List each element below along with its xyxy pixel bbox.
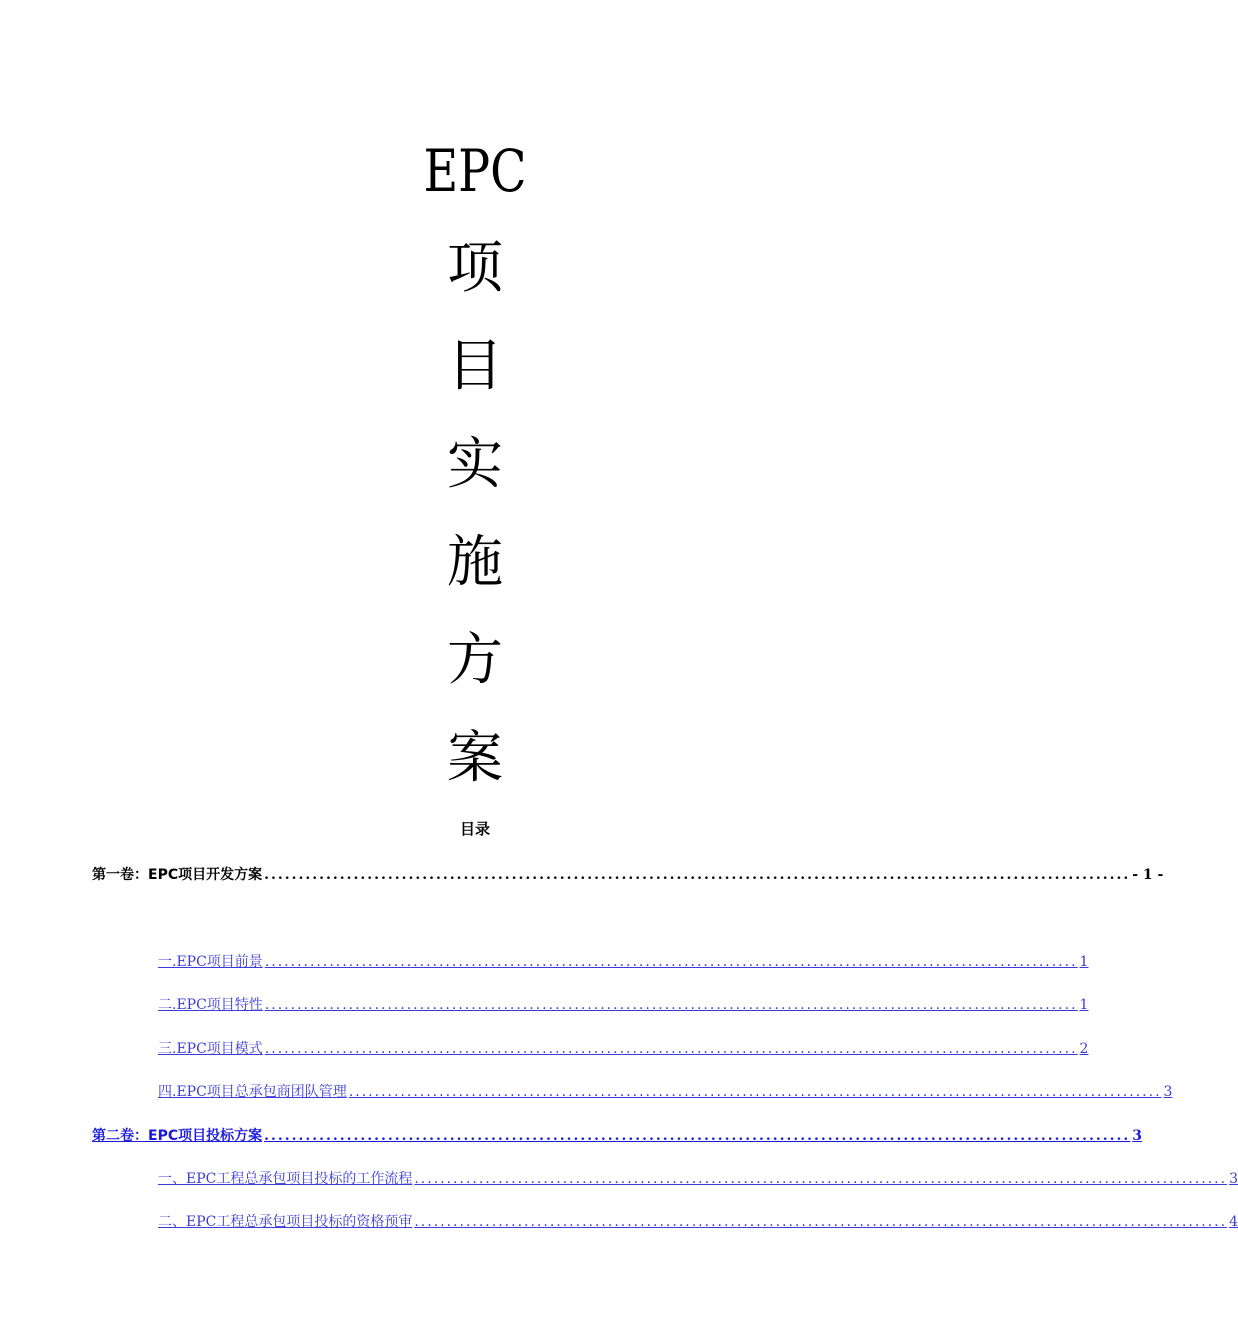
toc-heading: 目录 xyxy=(459,820,490,838)
toc-leader: .............................................................................................................................. xyxy=(414,1214,1228,1230)
toc-entry-page: 3 xyxy=(1132,1128,1142,1144)
title-line-xiang: 项 xyxy=(447,236,503,301)
toc-entry-label: 第一卷：EPC项目开发方案 xyxy=(92,867,263,883)
toc-leader: .............................................................................................................................. xyxy=(348,1084,1162,1100)
toc-entry-page: 3 xyxy=(1163,1084,1173,1100)
toc-entry-1-3[interactable] xyxy=(158,1038,1089,1058)
title-line-shi: 实 xyxy=(447,432,503,497)
toc-leader: .............................................................................................................................. xyxy=(264,867,1131,883)
toc-leader: .............................................................................................................................. xyxy=(264,954,1078,970)
title-line-shi2: 施 xyxy=(447,530,503,595)
toc-entry-label: 三.EPC项目模式 xyxy=(158,1041,263,1057)
title-line-epc: EPC xyxy=(423,137,527,205)
document-title xyxy=(0,122,950,808)
toc-leader: .............................................................................................................................. xyxy=(264,1041,1078,1057)
title-line-mu: 目 xyxy=(447,334,503,399)
toc-leader: .............................................................................................................................. xyxy=(414,1171,1228,1187)
toc-entry-page: 4 xyxy=(1229,1214,1238,1230)
toc-entry-label: 二.EPC项目特性 xyxy=(158,997,263,1013)
toc-entry-page: - 1 - xyxy=(1132,867,1164,883)
toc-entry-volume-2[interactable] xyxy=(92,1125,1142,1145)
title-line-an: 案 xyxy=(447,726,503,791)
toc-leader: .............................................................................................................................. xyxy=(264,997,1078,1013)
toc-entry-label: 四.EPC项目总承包商团队管理 xyxy=(158,1084,347,1100)
toc-entry-label: 一.EPC项目前景 xyxy=(158,954,263,970)
toc-entry-1-2[interactable] xyxy=(158,994,1089,1014)
toc-entry-page: 3 xyxy=(1229,1171,1238,1187)
toc-entry-label: 一、EPC工程总承包项目投标的工作流程 xyxy=(158,1171,413,1187)
toc-entry-label: 第二卷：EPC项目投标方案 xyxy=(92,1128,263,1144)
toc-entry-label: 二、EPC工程总承包项目投标的资格预审 xyxy=(158,1214,413,1230)
toc-entry-volume-1 xyxy=(92,864,1164,884)
toc-entry-page: 2 xyxy=(1079,1041,1089,1057)
toc-leader: .............................................................................................................................. xyxy=(264,1128,1131,1144)
toc-entry-2-1[interactable] xyxy=(158,1168,1238,1188)
toc-entry-1-4[interactable] xyxy=(158,1081,1173,1101)
toc-entry-2-2[interactable] xyxy=(158,1211,1238,1231)
toc-entry-1-1[interactable] xyxy=(158,951,1089,971)
toc-entry-page: 1 xyxy=(1079,997,1089,1013)
toc-entry-page: 1 xyxy=(1079,954,1089,970)
title-line-fang: 方 xyxy=(447,628,503,693)
